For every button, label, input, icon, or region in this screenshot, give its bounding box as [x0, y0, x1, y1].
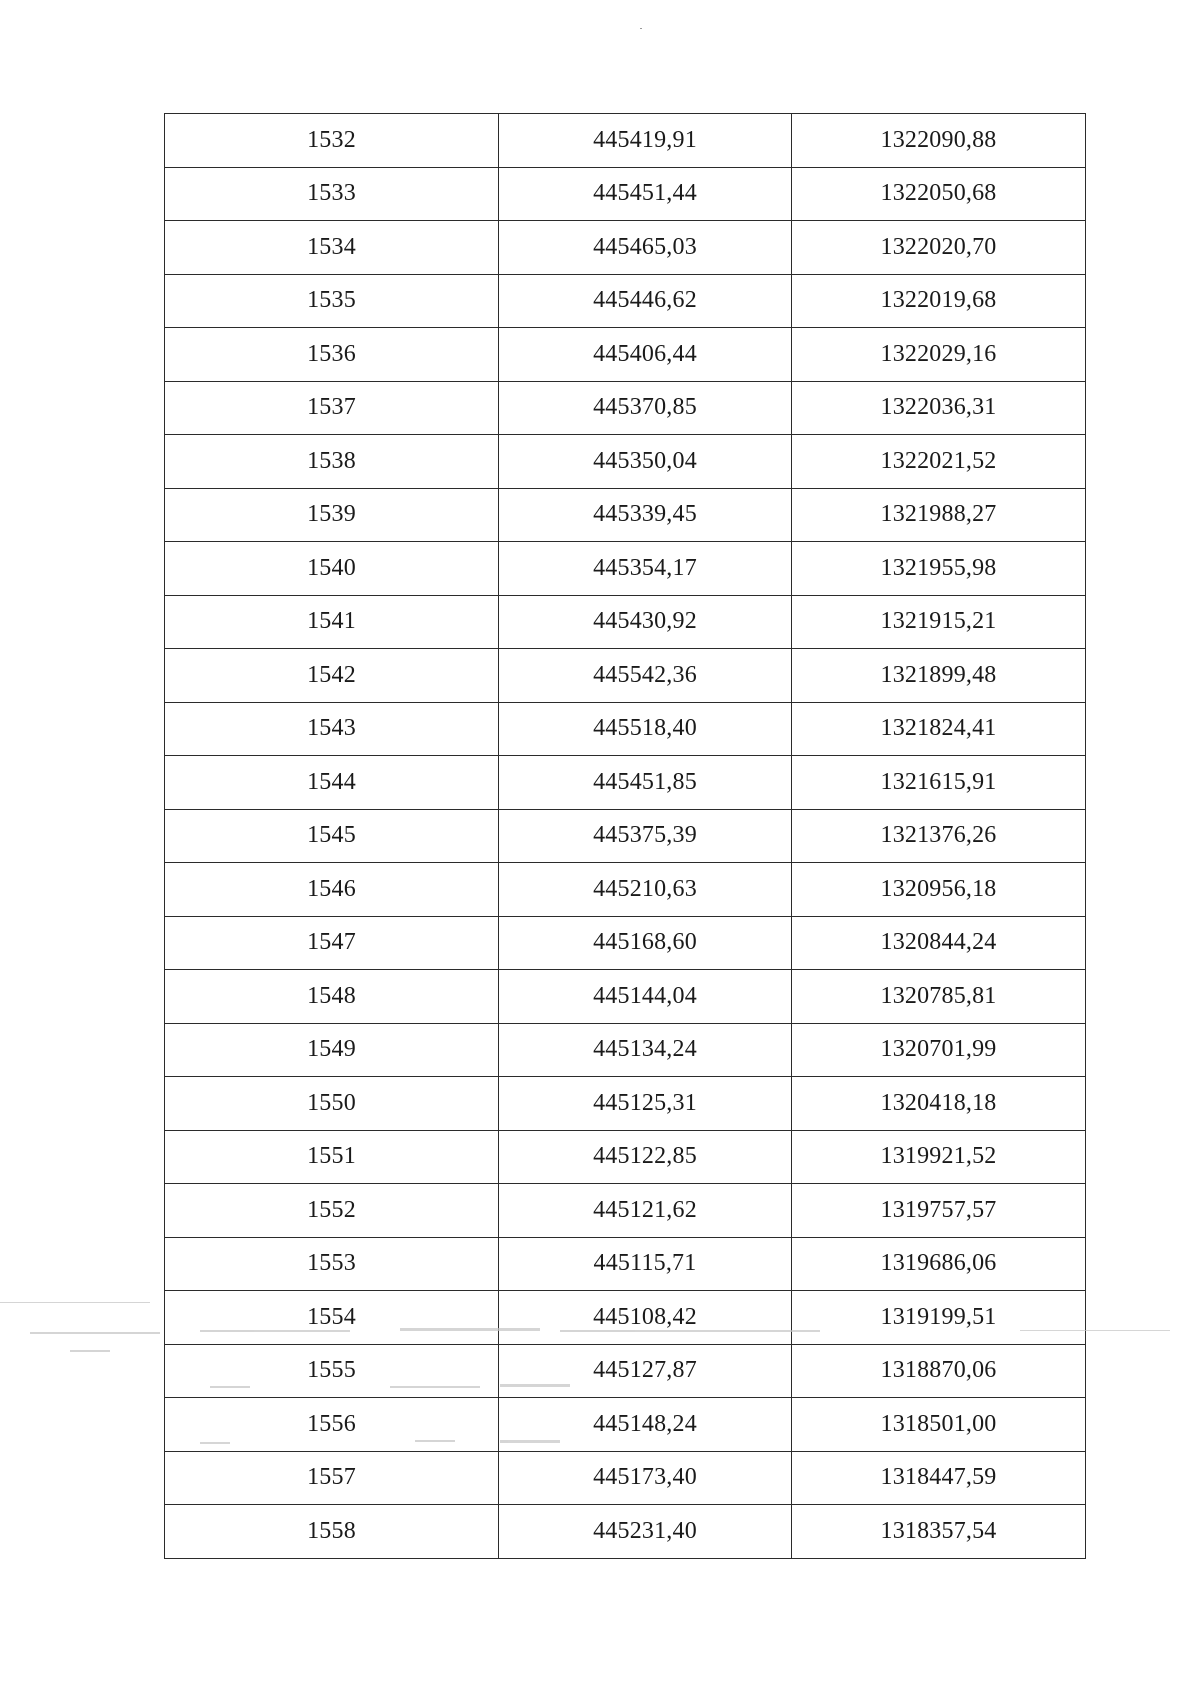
x-coordinate-cell: 445518,40 [499, 702, 792, 756]
y-coordinate-cell: 1321988,27 [792, 488, 1086, 542]
x-coordinate-cell: 445370,85 [499, 381, 792, 435]
y-coordinate-cell: 1321899,48 [792, 649, 1086, 703]
x-coordinate-cell: 445108,42 [499, 1291, 792, 1345]
point-number-cell: 1536 [165, 328, 499, 382]
coordinates-table-body [165, 114, 1086, 1559]
point-number-cell: 1545 [165, 809, 499, 863]
coordinates-table [164, 113, 1086, 1559]
x-coordinate-cell: 445173,40 [499, 1451, 792, 1505]
x-coordinate-cell: 445354,17 [499, 542, 792, 596]
point-number-cell: 1542 [165, 649, 499, 703]
table-row [165, 381, 1086, 435]
y-coordinate-cell: 1320844,24 [792, 916, 1086, 970]
y-coordinate-cell: 1321955,98 [792, 542, 1086, 596]
table-row [165, 1237, 1086, 1291]
table-row [165, 1130, 1086, 1184]
x-coordinate-cell: 445168,60 [499, 916, 792, 970]
y-coordinate-cell: 1322020,70 [792, 221, 1086, 275]
x-coordinate-cell: 445121,62 [499, 1184, 792, 1238]
x-coordinate-cell: 445406,44 [499, 328, 792, 382]
point-number-cell: 1547 [165, 916, 499, 970]
point-number-cell: 1543 [165, 702, 499, 756]
table-row [165, 970, 1086, 1024]
y-coordinate-cell: 1319757,57 [792, 1184, 1086, 1238]
x-coordinate-cell: 445451,44 [499, 167, 792, 221]
table-row [165, 488, 1086, 542]
y-coordinate-cell: 1320701,99 [792, 1023, 1086, 1077]
point-number-cell: 1557 [165, 1451, 499, 1505]
table-row [165, 649, 1086, 703]
y-coordinate-cell: 1322021,52 [792, 435, 1086, 489]
point-number-cell: 1555 [165, 1344, 499, 1398]
point-number-cell: 1548 [165, 970, 499, 1024]
table-row [165, 1344, 1086, 1398]
y-coordinate-cell: 1322050,68 [792, 167, 1086, 221]
point-number-cell: 1538 [165, 435, 499, 489]
y-coordinate-cell: 1322019,68 [792, 274, 1086, 328]
y-coordinate-cell: 1321915,21 [792, 595, 1086, 649]
point-number-cell: 1539 [165, 488, 499, 542]
point-number-cell: 1549 [165, 1023, 499, 1077]
x-coordinate-cell: 445148,24 [499, 1398, 792, 1452]
x-coordinate-cell: 445144,04 [499, 970, 792, 1024]
table-row [165, 221, 1086, 275]
x-coordinate-cell: 445375,39 [499, 809, 792, 863]
x-coordinate-cell: 445231,40 [499, 1505, 792, 1559]
table-row [165, 702, 1086, 756]
y-coordinate-cell: 1318870,06 [792, 1344, 1086, 1398]
x-coordinate-cell: 445127,87 [499, 1344, 792, 1398]
point-number-cell: 1553 [165, 1237, 499, 1291]
x-coordinate-cell: 445115,71 [499, 1237, 792, 1291]
y-coordinate-cell: 1319199,51 [792, 1291, 1086, 1345]
table-row [165, 1398, 1086, 1452]
point-number-cell: 1550 [165, 1077, 499, 1131]
point-number-cell: 1554 [165, 1291, 499, 1345]
x-coordinate-cell: 445350,04 [499, 435, 792, 489]
y-coordinate-cell: 1320785,81 [792, 970, 1086, 1024]
table-row [165, 1077, 1086, 1131]
table-row [165, 916, 1086, 970]
point-number-cell: 1540 [165, 542, 499, 596]
y-coordinate-cell: 1319921,52 [792, 1130, 1086, 1184]
table-row [165, 1184, 1086, 1238]
x-coordinate-cell: 445125,31 [499, 1077, 792, 1131]
table-row [165, 1451, 1086, 1505]
point-number-cell: 1541 [165, 595, 499, 649]
scan-speck [640, 28, 642, 29]
table-row [165, 1291, 1086, 1345]
point-number-cell: 1535 [165, 274, 499, 328]
y-coordinate-cell: 1322036,31 [792, 381, 1086, 435]
x-coordinate-cell: 445542,36 [499, 649, 792, 703]
table-row [165, 274, 1086, 328]
y-coordinate-cell: 1319686,06 [792, 1237, 1086, 1291]
y-coordinate-cell: 1320956,18 [792, 863, 1086, 917]
point-number-cell: 1533 [165, 167, 499, 221]
y-coordinate-cell: 1318501,00 [792, 1398, 1086, 1452]
table-row [165, 328, 1086, 382]
point-number-cell: 1534 [165, 221, 499, 275]
x-coordinate-cell: 445465,03 [499, 221, 792, 275]
table-row [165, 435, 1086, 489]
x-coordinate-cell: 445430,92 [499, 595, 792, 649]
point-number-cell: 1537 [165, 381, 499, 435]
x-coordinate-cell: 445451,85 [499, 756, 792, 810]
table-row [165, 809, 1086, 863]
y-coordinate-cell: 1321615,91 [792, 756, 1086, 810]
y-coordinate-cell: 1321824,41 [792, 702, 1086, 756]
y-coordinate-cell: 1321376,26 [792, 809, 1086, 863]
table-row [165, 167, 1086, 221]
table-row [165, 1023, 1086, 1077]
table-row [165, 595, 1086, 649]
x-coordinate-cell: 445210,63 [499, 863, 792, 917]
table-row [165, 542, 1086, 596]
y-coordinate-cell: 1318447,59 [792, 1451, 1086, 1505]
x-coordinate-cell: 445446,62 [499, 274, 792, 328]
table-row [165, 114, 1086, 168]
point-number-cell: 1556 [165, 1398, 499, 1452]
x-coordinate-cell: 445122,85 [499, 1130, 792, 1184]
point-number-cell: 1551 [165, 1130, 499, 1184]
y-coordinate-cell: 1320418,18 [792, 1077, 1086, 1131]
point-number-cell: 1552 [165, 1184, 499, 1238]
y-coordinate-cell: 1322029,16 [792, 328, 1086, 382]
y-coordinate-cell: 1322090,88 [792, 114, 1086, 168]
point-number-cell: 1546 [165, 863, 499, 917]
point-number-cell: 1532 [165, 114, 499, 168]
y-coordinate-cell: 1318357,54 [792, 1505, 1086, 1559]
table-row [165, 756, 1086, 810]
x-coordinate-cell: 445419,91 [499, 114, 792, 168]
point-number-cell: 1558 [165, 1505, 499, 1559]
x-coordinate-cell: 445339,45 [499, 488, 792, 542]
point-number-cell: 1544 [165, 756, 499, 810]
table-row [165, 863, 1086, 917]
x-coordinate-cell: 445134,24 [499, 1023, 792, 1077]
table-row [165, 1505, 1086, 1559]
